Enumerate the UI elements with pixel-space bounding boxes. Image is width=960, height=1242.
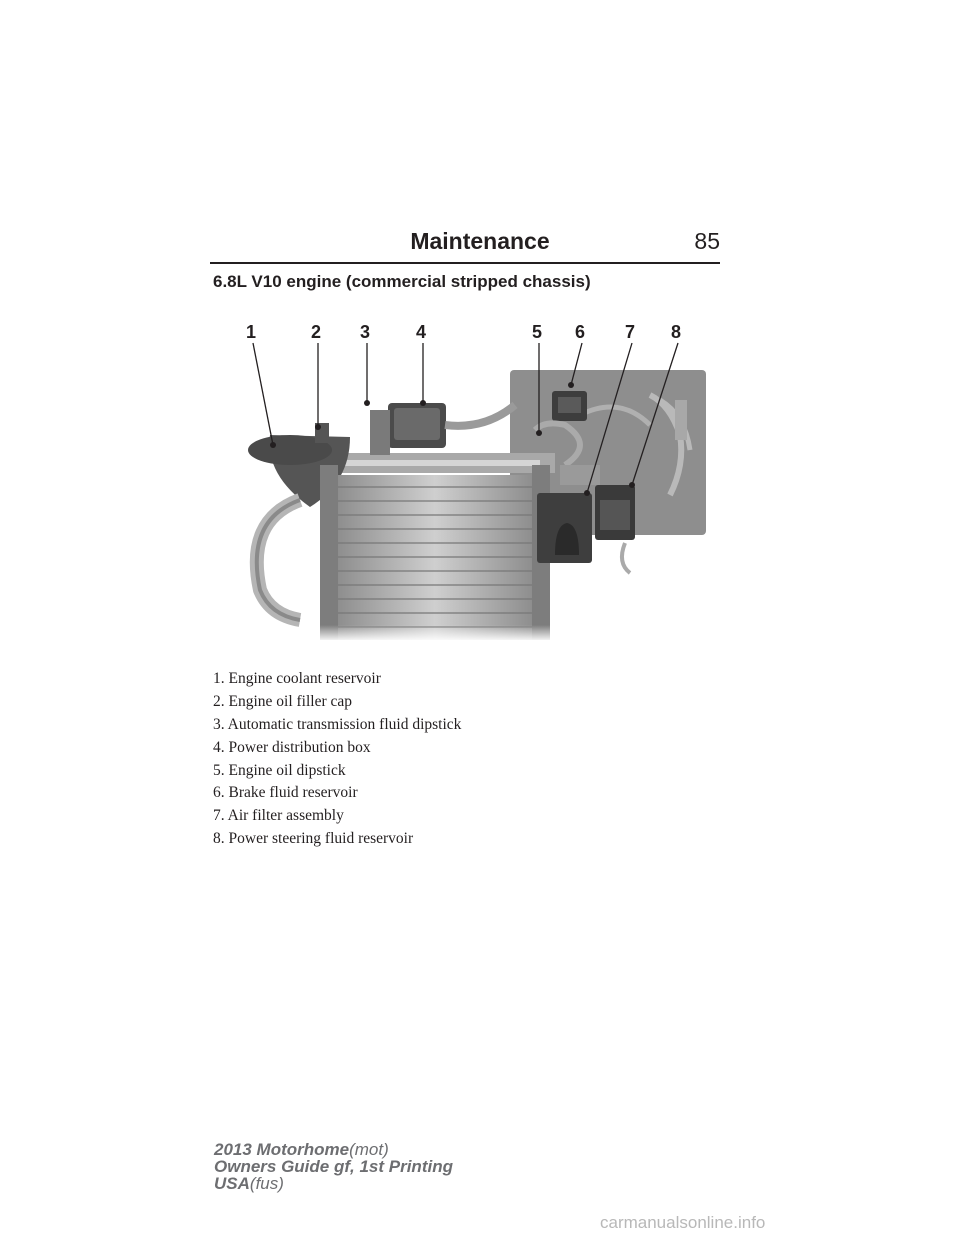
section-heading: 6.8L V10 engine (commercial stripped chassis) (213, 272, 591, 291)
callout-4: 4 (416, 322, 427, 342)
footer-market-code: (fus) (249, 1174, 284, 1193)
footer-market: USA (214, 1174, 250, 1193)
watermark: carmanualsonline.info (600, 1213, 766, 1232)
legend-item: 2. Engine oil filler cap (213, 692, 353, 710)
legend-item: 6. Brake fluid reservoir (213, 784, 358, 802)
legend-item: 4. Power distribution box (213, 738, 371, 756)
engine-compartment-figure (230, 315, 710, 640)
callout-6: 6 (575, 322, 586, 342)
legend-item: 8. Power steering fluid reservoir (213, 830, 414, 848)
component-legend (213, 668, 461, 851)
callout-5: 5 (532, 322, 543, 342)
callout-2: 2 (311, 322, 322, 342)
legend-item: 3. Automatic transmission fluid dipstick (213, 715, 462, 733)
callout-7: 7 (625, 322, 636, 342)
header-rule (210, 262, 720, 264)
callout-1: 1 (246, 322, 257, 342)
callout-8: 8 (671, 322, 682, 342)
legend-item: 7. Air filter assembly (213, 807, 344, 825)
callout-3: 3 (360, 322, 371, 342)
legend-item: 1. Engine coolant reservoir (213, 670, 381, 687)
legend-item: 5. Engine oil dipstick (213, 761, 346, 779)
footer-model-code: (mot) (349, 1140, 389, 1159)
running-header-title: Maintenance (410, 228, 550, 254)
footer-model: 2013 Motorhome (214, 1140, 350, 1159)
page-number: 85 (694, 228, 720, 254)
bottom-fade (230, 565, 710, 640)
footer-guide: Owners Guide gf, 1st Printing (214, 1157, 453, 1176)
engine-illustration (230, 315, 710, 640)
document-footer (214, 1141, 453, 1192)
